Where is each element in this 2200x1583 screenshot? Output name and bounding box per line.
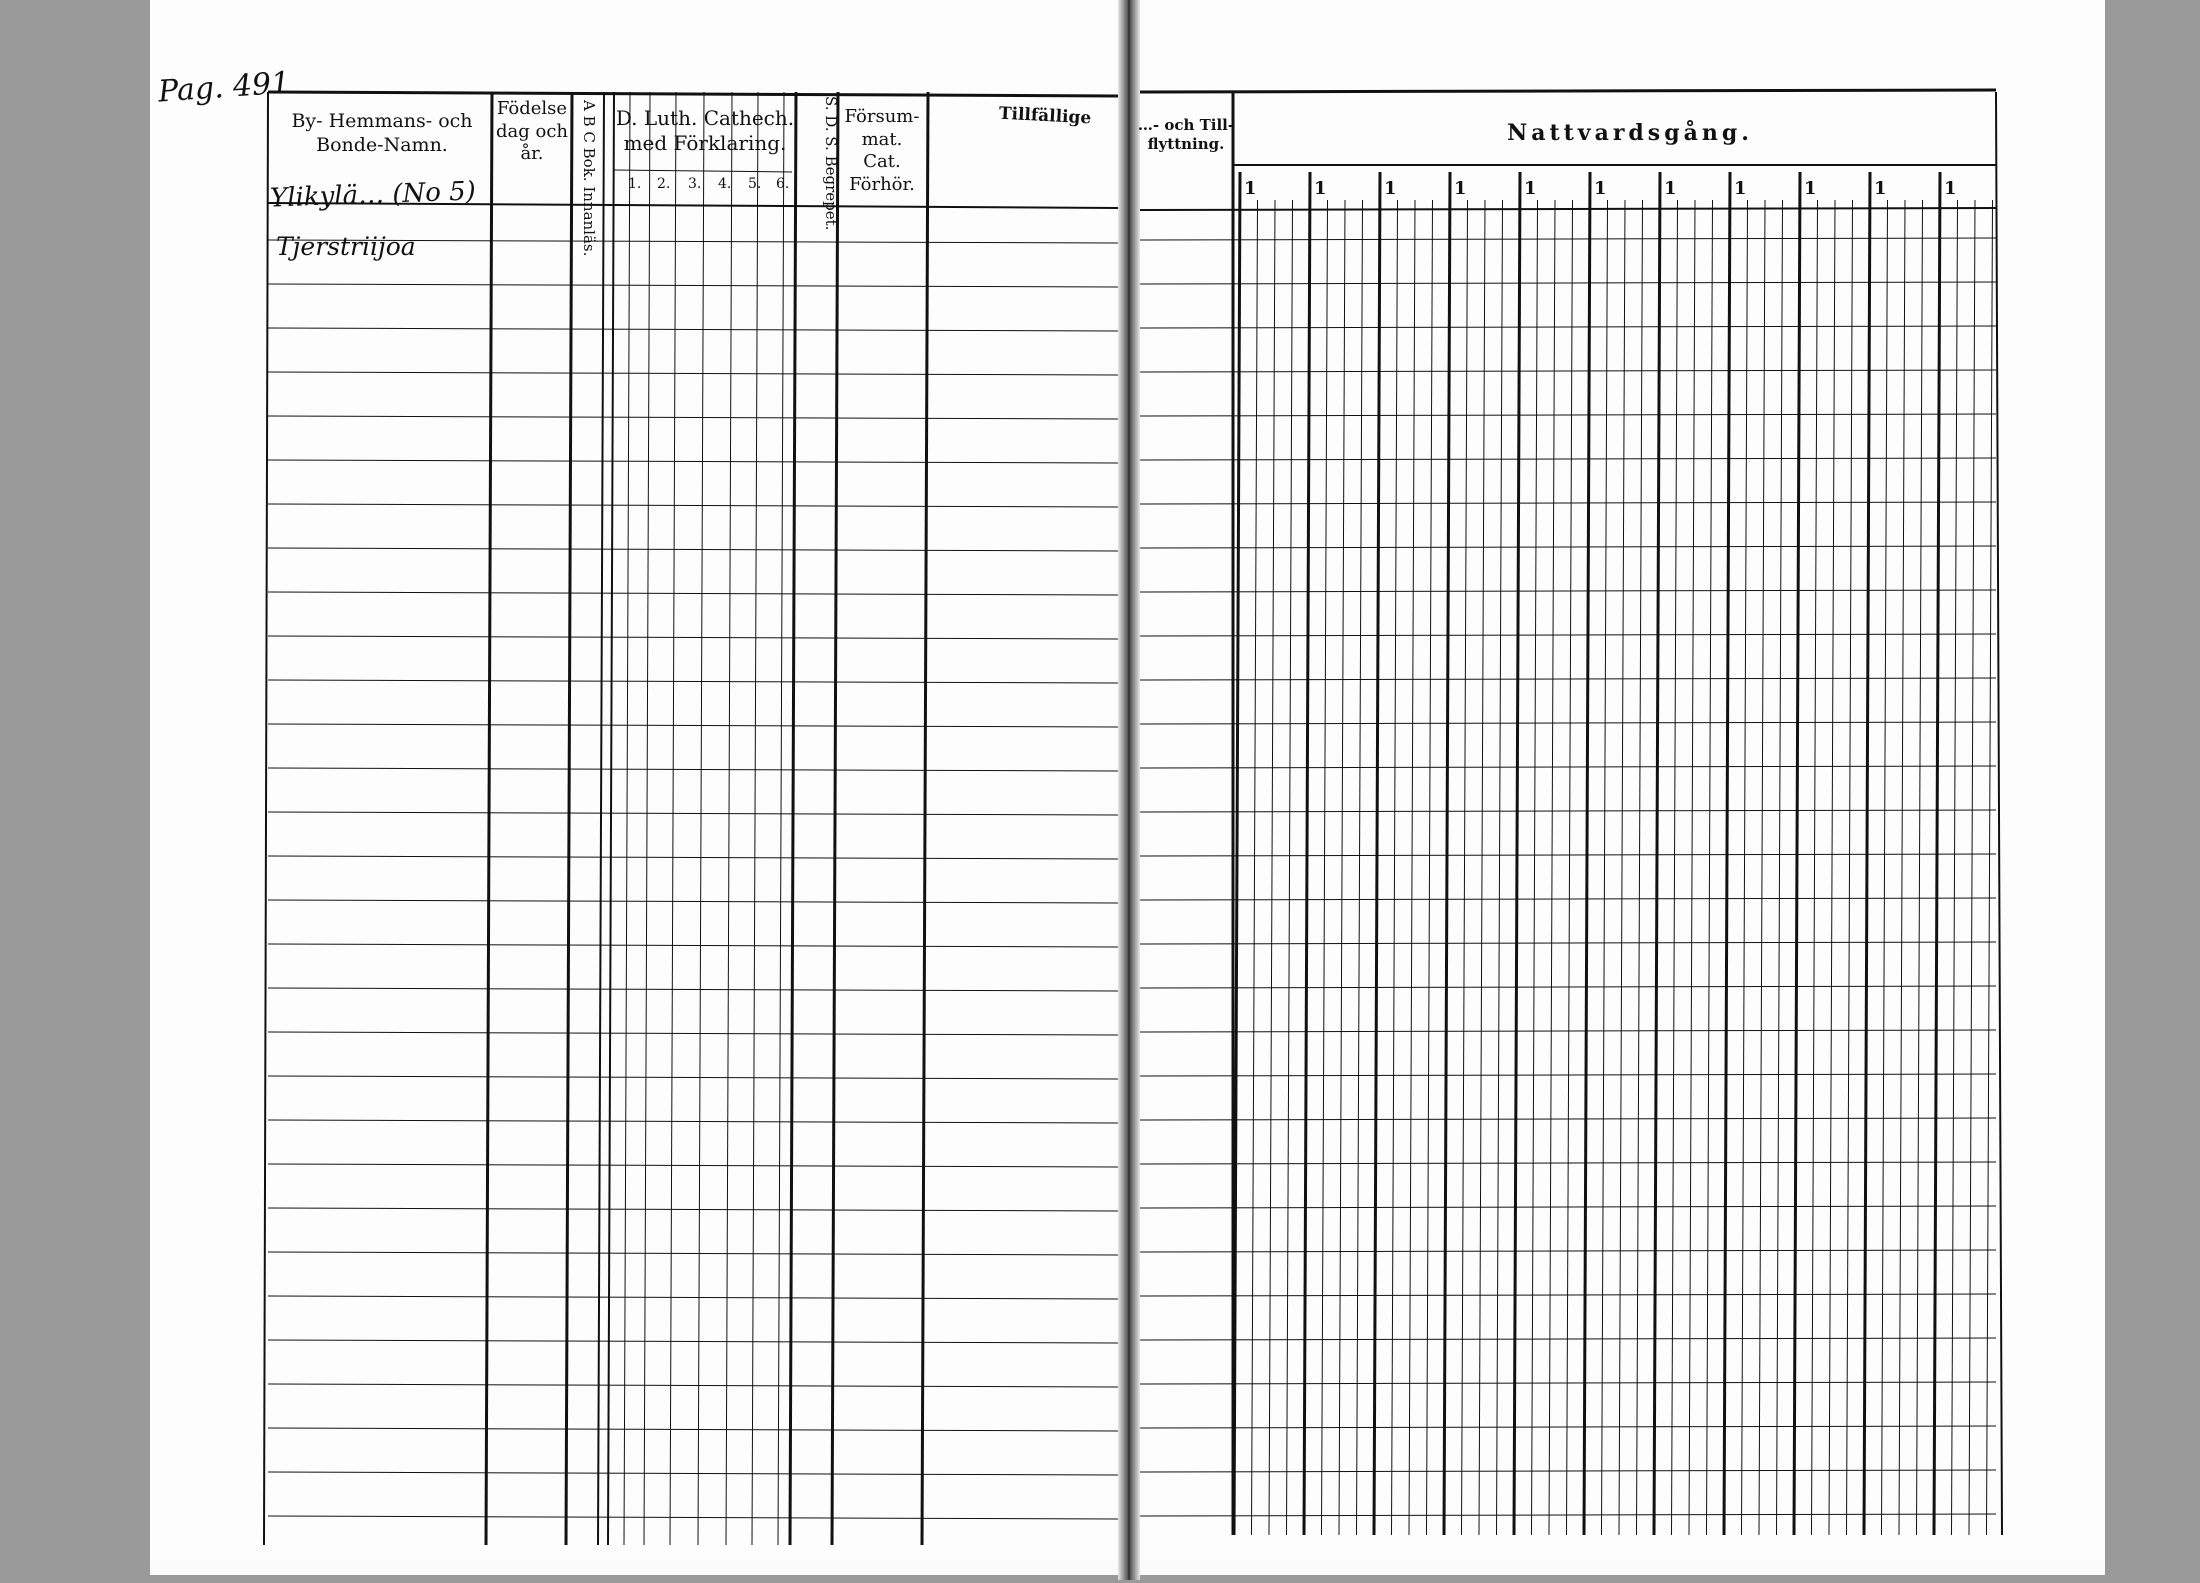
left-row-rule [268,372,1118,375]
communion-major-rule [1724,172,1730,1535]
communion-col-label: 1 [1804,178,1817,199]
header-catechism-col-1: 1. [628,176,642,192]
communion-minor-rule [1777,200,1783,1535]
right-outer-rule [1996,92,2002,1535]
header-name-text: By- Hemmans- och Bonde-Namn. [291,110,473,156]
communion-col-label: 1 [1734,178,1747,199]
left-row-rule [268,548,1118,551]
right-header-rule [1140,208,1996,210]
left-row-rule [268,416,1118,419]
header-communion-text: Nattvardsgång. [1507,120,1753,146]
communion-minor-rule [1549,200,1555,1535]
header-communion [1380,120,1880,148]
right-row-rule [1140,370,1996,372]
communion-minor-rule [1462,200,1468,1535]
header-catechism-col-6: 6. [776,176,790,192]
communion-col-label: 1 [1664,178,1677,199]
left-column-rule [778,92,784,1545]
right-row-rule [1140,282,1996,284]
header-catechism-col-4: 4. [718,176,732,192]
communion-minor-rule [1917,200,1923,1535]
left-row-rule [268,284,1118,287]
handwritten-entry-1: Ylikylä… (No 5) [269,176,477,214]
left-row-rule [268,460,1118,463]
communion-minor-rule [1602,200,1608,1535]
left-column-rule [566,92,572,1545]
header-neglected [842,106,922,196]
left-row-rule [268,1296,1118,1299]
left-row-rule [268,1208,1118,1211]
left-column-rule [832,92,838,1545]
left-column-rule [598,92,604,1545]
header-catechism-text: D. Luth. Cathech. med Förklaring. [615,106,795,155]
left-row-rule [268,1340,1118,1343]
communion-minor-rule [1427,200,1433,1535]
communion-major-rule [1234,172,1240,1535]
header-catechism-col-2: 2. [657,176,671,192]
communion-minor-rule [1252,200,1258,1535]
communion-minor-rule [1759,200,1765,1535]
header-catechism-col-3: 3. [688,176,702,192]
communion-minor-rule [1689,200,1695,1535]
left-row-rule [268,988,1118,991]
communion-minor-rule [1287,200,1293,1535]
header-abc: A B C Bok. Innanläs. [580,100,598,257]
left-row-rule [268,636,1118,639]
left-row-rule [268,1120,1118,1123]
communion-col-label: 1 [1244,178,1257,199]
communion-minor-rule [1532,200,1538,1535]
communion-major-rule [1934,172,1940,1535]
left-row-rule [268,900,1118,903]
header-moves [1136,116,1236,154]
communion-minor-rule [1882,200,1888,1535]
communion-col-label: 1 [1314,178,1327,199]
left-column-rule [790,92,796,1545]
right-row-rule [1140,1338,1996,1340]
communion-minor-rule [1742,200,1748,1535]
communion-col-label: 1 [1874,178,1887,199]
communion-minor-rule [1567,200,1573,1535]
communion-minor-rule [1409,200,1415,1535]
communion-minor-rule [1812,200,1818,1535]
left-row-rule [268,1076,1118,1079]
header-neglected-text: Försum-mat. Cat. Förhör. [844,106,920,195]
left-row-rule [268,856,1118,859]
communion-minor-rule [1637,200,1643,1535]
communion-minor-rule [1339,200,1345,1535]
left-row-rule [268,1516,1118,1519]
left-column-rule [922,92,928,1545]
communion-minor-rule [1497,200,1503,1535]
communion-col-label: 1 [1944,178,1957,199]
communion-minor-rule [1952,200,1958,1535]
communion-major-rule [1654,172,1660,1535]
left-row-rule [268,680,1118,683]
left-column-rule [486,92,492,1545]
communion-major-rule [1514,172,1520,1535]
communion-minor-rule [1322,200,1328,1535]
right-row-rule [1140,1470,1996,1472]
communion-minor-rule [1847,200,1853,1535]
communion-minor-rule [1829,200,1835,1535]
left-column-rule [644,92,650,1545]
communion-minor-rule [1969,200,1975,1535]
left-column-rule [670,92,676,1545]
communion-minor-rule [1707,200,1713,1535]
right-row-rule [1140,1074,1996,1076]
left-row-rule [268,944,1118,947]
communion-major-rule [1864,172,1870,1535]
communion-major-rule [1444,172,1450,1535]
left-row-rule [268,768,1118,771]
right-row-rule [1140,1514,1996,1516]
communion-col-label: 1 [1524,178,1537,199]
communion-major-rule [1304,172,1310,1535]
header-name [272,110,492,158]
left-column-rule [624,92,630,1545]
communion-minor-rule [1479,200,1485,1535]
left-column-rule [698,92,704,1545]
communion-major-rule [1374,172,1380,1535]
left-row-rule [268,504,1118,507]
communion-major-rule [1584,172,1590,1535]
right-row-rule [1140,326,1996,328]
left-row-rule [268,592,1118,595]
communion-major-rule [1794,172,1800,1535]
communion-minor-rule [1269,200,1275,1535]
left-column-rule [726,92,732,1545]
right-row-rule [1140,238,1996,240]
header-catechism [615,106,795,156]
communion-minor-rule [1672,200,1678,1535]
header-moves-text: …- och Till-flyttning. [1137,116,1235,153]
communion-minor-rule [1899,200,1905,1535]
left-row-rule [268,724,1118,727]
communion-col-label: 1 [1454,178,1467,199]
catechism-sub-rule [614,170,792,172]
left-row-rule [268,1032,1118,1035]
handwritten-entry-2: Tjerstriijoa [276,232,416,261]
header-catechism-col-5: 5. [748,176,762,192]
communion-col-label: 1 [1384,178,1397,199]
right-row-rule [1140,1382,1996,1384]
page-number: Pag. 491 [156,65,292,110]
communion-minor-rule [1987,200,1993,1535]
header-sds: S. D. S. Begrepet. [822,96,840,231]
left-row-rule [268,1164,1118,1167]
left-top-rule [268,92,1118,96]
communion-minor-rule [1392,200,1398,1535]
header-birth [494,98,570,166]
communion-minor-rule [1357,200,1363,1535]
left-row-rule [268,328,1118,331]
header-birth-text: Födelse dag och år. [495,98,568,164]
communion-minor-rule [1619,200,1625,1535]
left-outer-rule [264,92,268,1545]
left-row-rule [268,812,1118,815]
left-row-rule [268,1384,1118,1387]
right-top-rule [1140,90,1996,92]
communion-col-label: 1 [1594,178,1607,199]
left-row-rule [268,1428,1118,1431]
left-column-rule [752,92,758,1545]
left-row-rule [268,1472,1118,1475]
left-column-rule [608,92,614,1545]
header-temporary-text: Tillfällige [998,103,1092,129]
right-row-rule [1140,1426,1996,1428]
left-row-rule [268,1252,1118,1255]
